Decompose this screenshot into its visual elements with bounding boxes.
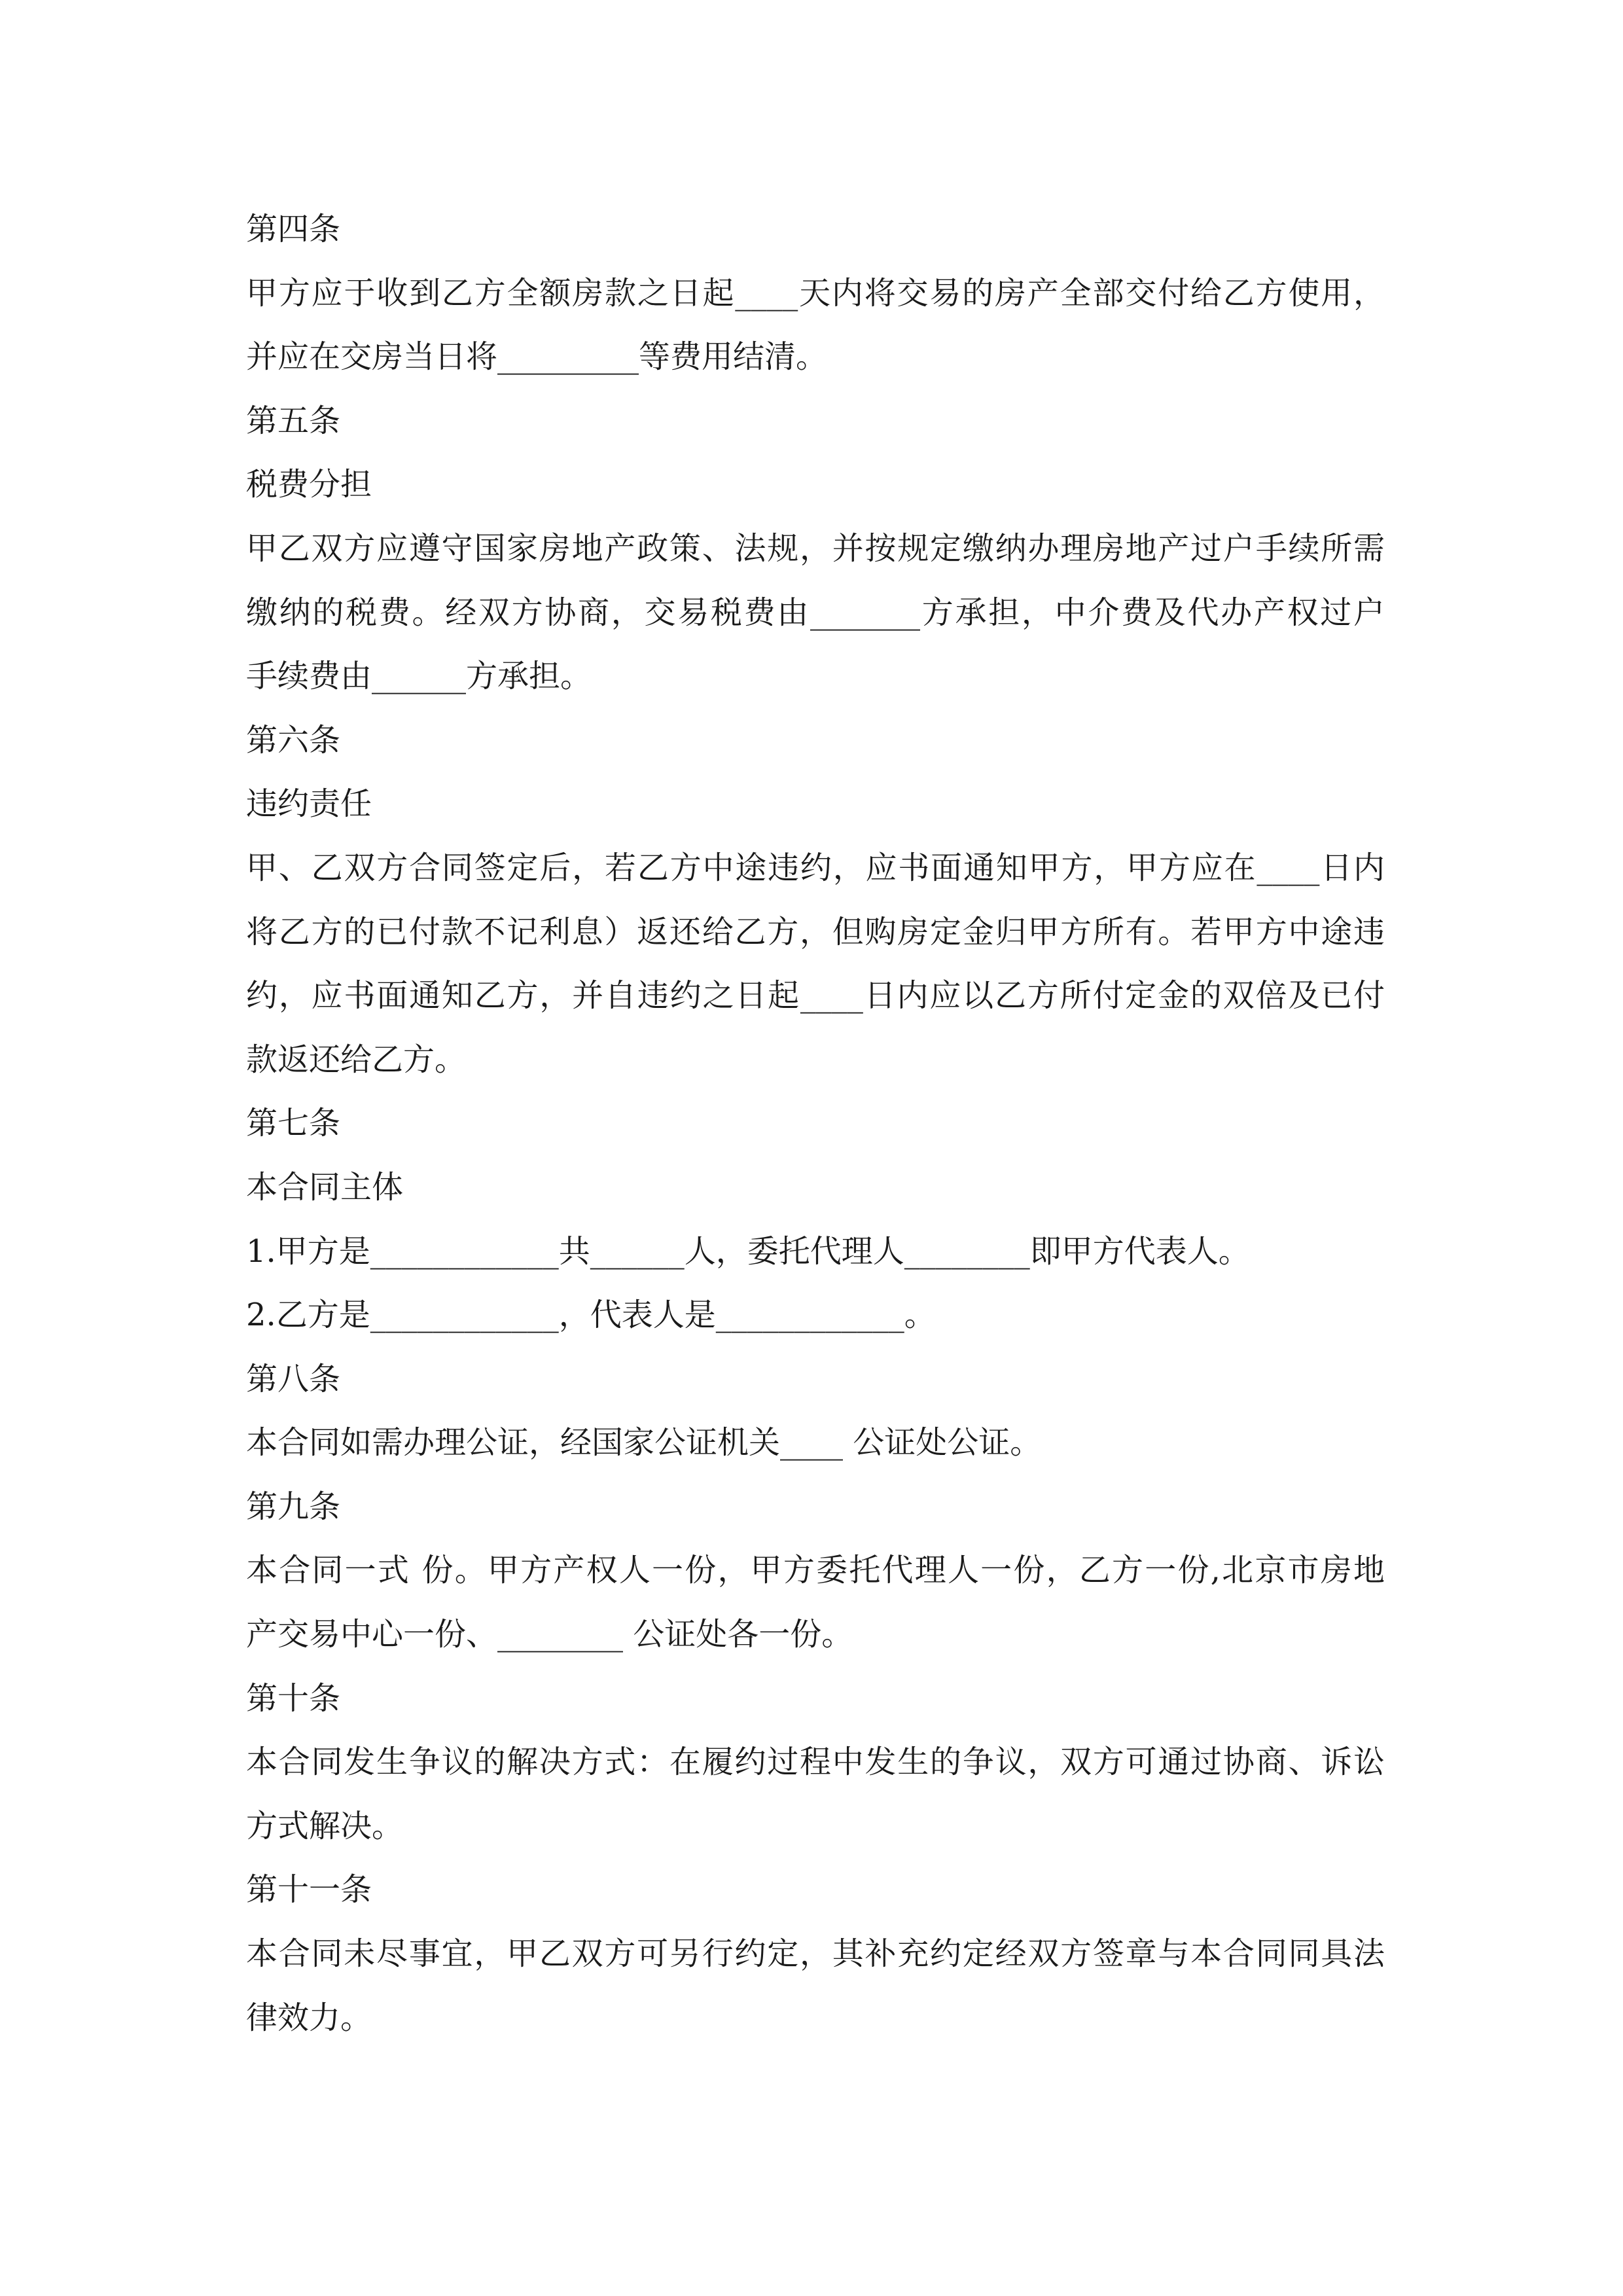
article-5-heading: 第五条 [246,402,341,439]
article-7-title: 本合同主体 [246,1168,404,1206]
article-5-text-line-2: 缴纳的税费。经双方协商，交易税费由_______方承担，中介费及代办产权过户 [246,594,1385,631]
article-4-heading: 第四条 [246,211,341,247]
article-8-heading: 第八条 [246,1360,341,1397]
article-9-text-line-1: 本合同一式 份。甲方产权人一份，甲方委托代理人一份，乙方一份,北京市房地 [246,1552,1385,1589]
article-7-heading: 第七条 [246,1105,341,1142]
article-6-text-line-3: 约，应书面通知乙方，并自违约之日起____日内应以乙方所付定金的双倍及已付 [246,977,1385,1014]
article-11-text-line-2: 律效力。 [246,1999,372,2036]
article-7-item-2: 2.乙方是____________，代表人是____________。 [246,1297,936,1334]
article-10-text-line-2: 方式解决。 [246,1807,404,1844]
article-6-text-line-4: 款返还给乙方。 [246,1041,467,1078]
article-6-heading: 第六条 [246,721,341,759]
article-6-text-line-2: 将乙方的已付款不记利息）返还给乙方，但购房定金归甲方所有。若甲方中途违 [246,913,1385,950]
article-11-text-line-1: 本合同未尽事宜，甲乙双方可另行约定，其补充约定经双方签章与本合同同具法 [246,1935,1385,1973]
article-11-heading: 第十一条 [246,1871,372,1909]
article-8-text-line-1: 本合同如需办理公证，经国家公证机关____ 公证处公证。 [246,1424,1042,1462]
article-10-text-line-1: 本合同发生争议的解决方式：在履约过程中发生的争议，双方可通过协商、诉讼 [246,1744,1385,1781]
article-5-text-line-3: 手续费由______方承担。 [246,658,592,695]
article-6-text-line-1: 甲、乙双方合同签定后，若乙方中途违约，应书面通知甲方，甲方应在____日内 [246,849,1385,886]
article-7-item-1: 1.甲方是____________共______人，委托代理人________即甲方代表人。 [246,1232,1250,1270]
article-10-heading: 第十条 [246,1679,341,1717]
article-4-text-line-1: 甲方应于收到乙方全额房款之日起____天内将交易的房产全部交付给乙方使用， [246,274,1385,312]
document-body [246,198,1385,2050]
article-5-title: 税费分担 [246,466,372,503]
article-4-text-line-2: 并应在交房当日将_________等费用结清。 [246,338,828,376]
article-9-heading: 第九条 [246,1488,341,1525]
article-6-title: 违约责任 [246,785,372,823]
article-5-text-line-1: 甲乙双方应遵守国家房地产政策、法规，并按规定缴纳办理房地产过户手续所需 [246,529,1385,567]
article-9-text-line-2: 产交易中心一份、________ 公证处各一份。 [246,1616,853,1653]
